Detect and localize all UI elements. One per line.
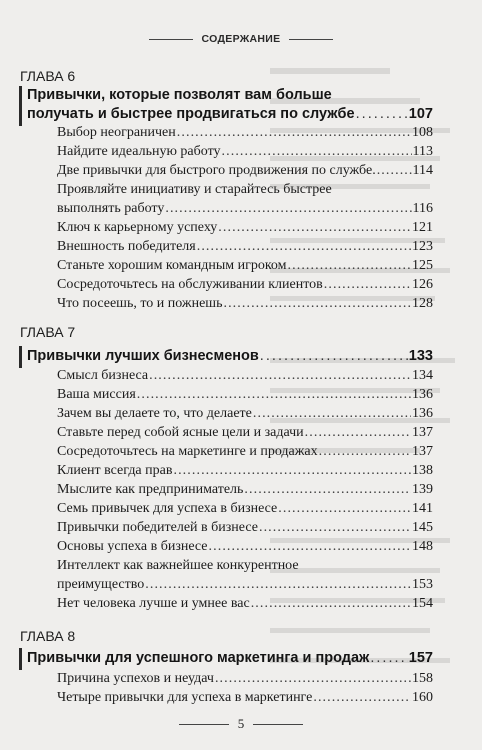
toc-entry: Станьте хорошим командным игроком . . . 125 <box>57 256 433 275</box>
page-number: 160 <box>412 690 433 705</box>
chapter-title <box>27 649 433 668</box>
header-rule-right <box>289 39 333 40</box>
page-number: 153 <box>412 577 433 592</box>
toc-entry: Семь привычек для успеха в бизнесе . . . 141 <box>57 499 433 518</box>
running-header <box>0 33 482 45</box>
page-number: 107 <box>408 106 433 122</box>
toc-entry: Зачем вы делаете то, что делаете . . . 136 <box>57 404 433 423</box>
page-number: 126 <box>412 277 433 292</box>
header-rule-left <box>149 39 193 40</box>
page-number: 138 <box>412 463 433 478</box>
page-number: 114 <box>412 163 433 178</box>
toc-entry: Сосредоточьтесь на обслуживании клиентов . . . 126 <box>57 275 433 294</box>
chapter-label: ГЛАВА 8 <box>20 628 76 644</box>
toc-entry: Внешность победителя . . . 123 <box>57 237 433 256</box>
chapter-title-line: Привычки лучших бизнесменов . . . 133 <box>27 347 433 366</box>
chapter-label: ГЛАВА 6 <box>20 68 76 84</box>
page-number: 141 <box>412 501 433 516</box>
page-number: 123 <box>412 239 433 254</box>
page-number: 137 <box>412 425 433 440</box>
chapter-title-line: получать и быстрее продвигаться по службе . . . 107 <box>27 105 433 124</box>
page-number: 113 <box>412 144 433 159</box>
page-number: 128 <box>412 296 433 311</box>
page-number: 139 <box>412 482 433 497</box>
page-number: 154 <box>412 596 433 611</box>
page-number: 116 <box>412 201 433 216</box>
toc-entry: Найдите идеальную работу . . . 113 <box>57 142 433 161</box>
toc-entry: Ваша миссия . . . 136 <box>57 385 433 404</box>
toc-entry: Основы успеха в бизнесе . . . 148 <box>57 537 433 556</box>
toc-entry: Проявляйте инициативу и старайтесь быстрее выполнять работу . . . 116 <box>57 180 433 218</box>
toc-entry: Сосредоточьтесь на маркетинге и продажах . . . 137 <box>57 442 433 461</box>
page-number: 148 <box>412 539 433 554</box>
page-number: 136 <box>412 406 433 421</box>
page-number: 157 <box>408 650 433 666</box>
toc-entry: Ставьте перед собой ясные цели и задачи . . . 137 <box>57 423 433 442</box>
toc-entry: Интеллект как важнейшее конкурентное преимущество . . . 153 <box>57 556 433 594</box>
chapter-title-bar <box>19 648 22 670</box>
toc-entry: Нет человека лучше и умнее вас . . . 154 <box>57 594 433 613</box>
page-number: 145 <box>412 520 433 535</box>
footer-rule-right <box>253 724 303 725</box>
chapter-title-bar <box>19 86 22 126</box>
toc-entry: Мыслите как предприниматель . . . 139 <box>57 480 433 499</box>
page-number: 158 <box>412 671 433 686</box>
chapter-title <box>27 86 433 124</box>
page-number: 134 <box>412 368 433 383</box>
toc-entry: Что посеешь, то и пожнешь . . . 128 <box>57 294 433 313</box>
toc-entry: Причина успехов и неудач . . . 158 <box>57 669 433 688</box>
page-number: 137 <box>412 444 433 459</box>
folio-number: 5 <box>237 716 245 731</box>
page-number: 121 <box>412 220 433 235</box>
chapter-title-line: Привычки, которые позволят вам больше <box>27 87 332 103</box>
chapter-label: ГЛАВА 7 <box>20 324 76 340</box>
toc-entry: Привычки победителей в бизнесе . . . 145 <box>57 518 433 537</box>
chapter-title-line: Привычки для успешного маркетинга и продаж . . . 157 <box>27 649 433 668</box>
page-footer <box>0 716 482 732</box>
toc-entry: Клиент всегда прав . . . 138 <box>57 461 433 480</box>
chapter-title-bar <box>19 346 22 368</box>
page-number: 136 <box>412 387 433 402</box>
toc-entry: Ключ к карьерному успеху . . . 121 <box>57 218 433 237</box>
page-number: 108 <box>412 125 433 140</box>
footer-rule-left <box>179 724 229 725</box>
page-number: 133 <box>408 348 433 364</box>
page-number: 125 <box>412 258 433 273</box>
running-header-title: СОДЕРЖАНИЕ <box>201 33 281 45</box>
toc-entry: Смысл бизнеса . . . 134 <box>57 366 433 385</box>
toc-entry: Выбор неограничен . . . 108 <box>57 123 433 142</box>
chapter-title <box>27 347 433 366</box>
toc-entry: Две привычки для быстрого продвижения по службе. . . . 114 <box>57 161 433 180</box>
toc-entry: Четыре привычки для успеха в маркетинге . . . 160 <box>57 688 433 707</box>
